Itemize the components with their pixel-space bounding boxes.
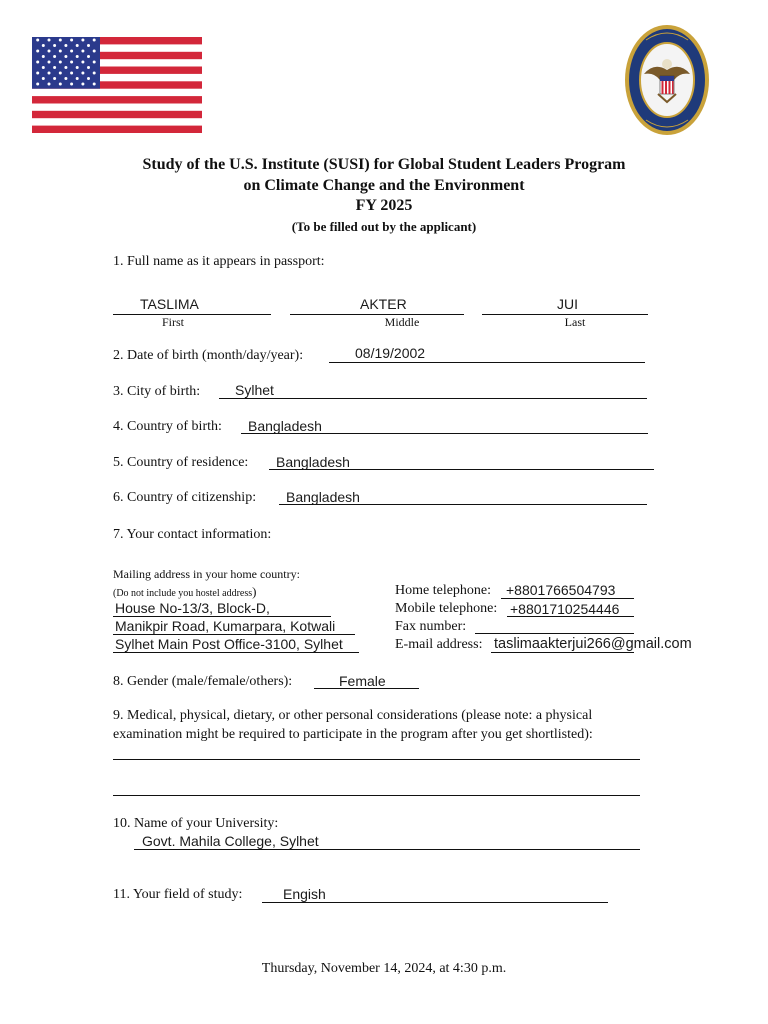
deadline-text: Thursday, November 14, 2024, at 4:30 p.m. [261,961,507,976]
first-name-caption: First [161,315,184,329]
address-line3-rule [113,652,359,653]
fax-number-line [475,633,634,634]
country-of-birth-field[interactable]: Bangladesh [248,418,322,434]
q10-label: 10. Name of your University: [113,816,279,831]
home-telephone-label: Home telephone: [395,583,492,598]
home-telephone-field[interactable]: +8801766504793 [506,582,616,598]
home-telephone-line [501,598,634,599]
mailing-address-note: (Do not include you hostel address) [113,584,257,599]
q1-label: 1. Full name as it appears in passport: [113,254,325,269]
address-line3-field[interactable]: Sylhet Main Post Office-3100, Sylhet [115,636,343,652]
dob-line [329,362,645,363]
field-of-study-line [262,902,608,903]
address-line2-rule [113,634,355,635]
email-label: E-mail address: [395,637,483,652]
last-name-field[interactable]: JUI [557,296,578,312]
address-line1-rule [113,616,331,617]
email-field[interactable]: taslimaakterjui266@gmail.com [494,636,692,652]
q5-label: 5. Country of residence: [113,455,249,470]
q8-label: 8. Gender (male/female/others): [113,674,293,689]
form-title-line1: Study of the U.S. Institute (SUSI) for Global Student Leaders Program [142,156,626,173]
city-of-birth-field[interactable]: Sylhet [235,382,274,398]
first-name-field[interactable]: TASLIMA [140,296,199,312]
university-line [134,849,640,850]
form-subtitle: (To be filled out by the applicant) [291,219,477,234]
department-of-state-seal-icon [624,24,710,136]
q11-label: 11. Your field of study: [113,887,243,902]
q9-label-line1: 9. Medical, physical, dietary, or other personal considerations (please note: a physical [113,708,593,723]
gender-field[interactable]: Female [339,673,386,689]
university-field[interactable]: Govt. Mahila College, Sylhet [142,833,319,849]
country-of-residence-field[interactable]: Bangladesh [276,454,350,470]
mailing-address-label: Mailing address in your home country: [113,567,300,581]
dob-field[interactable]: 08/19/2002 [355,345,426,361]
medical-line1 [113,759,640,760]
q9-label-line2: examination might be required to participate in the program after you get shortlisted): [113,727,593,742]
address-line1-field[interactable]: House No-13/3, Block-D, [115,600,270,616]
form-title-line2: on Climate Change and the Environment [243,177,525,194]
mobile-telephone-field[interactable]: +8801710254446 [510,601,620,617]
medical-line2 [113,795,640,796]
mobile-telephone-label: Mobile telephone: [395,601,498,616]
middle-name-field[interactable]: AKTER [360,296,407,312]
middle-name-caption: Middle [384,315,420,329]
field-of-study-field[interactable]: Engish [283,886,326,902]
us-flag-icon [32,37,202,133]
last-name-caption: Last [564,315,586,329]
q2-label: 2. Date of birth (month/day/year): [113,348,304,363]
q7-label: 7. Your contact information: [113,527,272,542]
q6-label: 6. Country of citizenship: [113,490,257,505]
country-of-citizenship-field[interactable]: Bangladesh [286,489,360,505]
fax-number-label: Fax number: [395,619,467,634]
address-line2-field[interactable]: Manikpir Road, Kumarpara, Kotwali [115,618,336,634]
q3-label: 3. City of birth: [113,384,201,399]
email-line [491,652,634,653]
form-title-line3: FY 2025 [355,197,413,214]
city-of-birth-line [219,398,647,399]
q4-label: 4. Country of birth: [113,419,222,434]
